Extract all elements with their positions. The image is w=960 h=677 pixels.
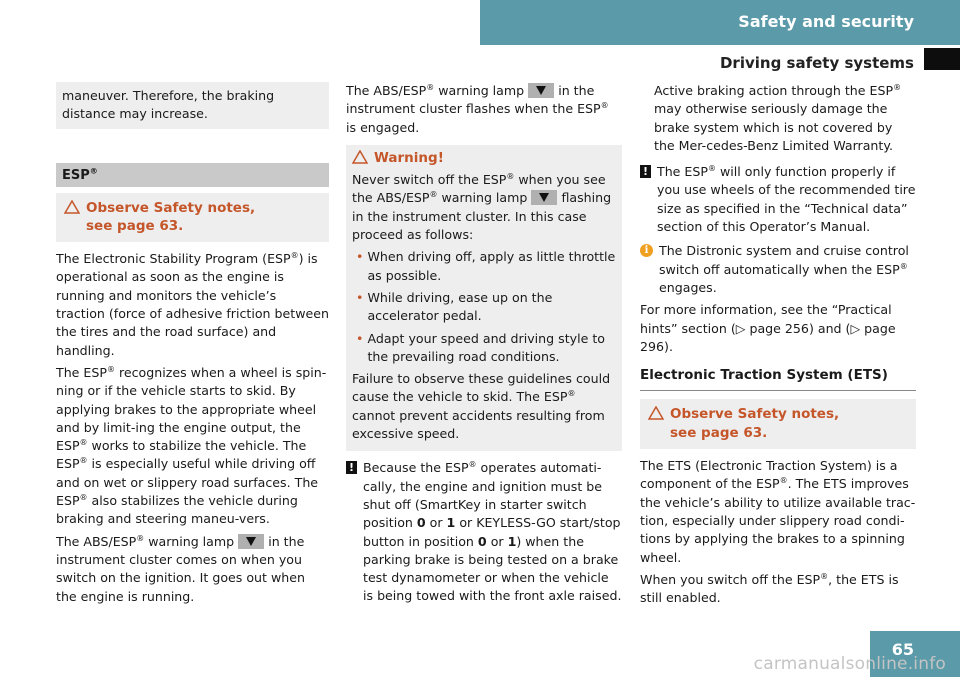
continued-text: maneuver. Therefore, the braking distance may increase.	[62, 88, 275, 122]
safety-note[interactable]: Observe Safety notes, see page 63.	[64, 199, 321, 236]
warning-box	[346, 145, 622, 451]
warning-triangle-icon	[648, 406, 664, 420]
warning-triangle-icon	[352, 150, 368, 164]
towing-note: ! Because the ESP® operates automati-cally, the engine and ignition must be shut off (SmartKey in starter switch position 0 or 1 or KEYLESS-GO start/stop button in position 0 or 1) when the parking brake is being tested on a brake test dynamometer or when the vehicle is being towed with the front axle raised.	[346, 459, 622, 605]
exclamation-note-icon: !	[346, 461, 357, 474]
esp-warning-lamp-icon	[531, 190, 557, 205]
warning-intro: Never switch off the ESP® when you see the ABS/ESP® warning lamp flashing in the instrument cluster. In this case proceed as follows:	[352, 172, 612, 243]
flash-paragraph: The ABS/ESP® warning lamp in the instrument cluster flashes when the ESP® is engaged.	[346, 82, 609, 135]
continued-note: Active braking action through the ESP® may otherwise seriously damage the brake system which is not covered by the Mer-cedes-Benz Limited Warranty.	[654, 82, 902, 153]
continued-box	[56, 82, 329, 129]
tire-size-note: ! The ESP® will only function properly if you use wheels of the recommended tire size as specified in the “Technical data” section of this Operator’s Manual.	[640, 163, 916, 236]
esp-warning-lamp-icon	[528, 83, 554, 98]
page-number: 65	[870, 631, 960, 677]
section-title: Safety and security	[738, 12, 914, 31]
esp-paragraph-3: The ABS/ESP® warning lamp in the instrument cluster comes on when you switch on the ignition. It goes out when the engine is running.	[56, 533, 305, 604]
esp-warning-lamp-icon	[238, 534, 264, 549]
column-3	[640, 82, 916, 611]
safety-note[interactable]: Observe Safety notes, see page 63.	[648, 405, 908, 442]
column-1	[56, 82, 329, 610]
safety-note-box	[56, 193, 329, 243]
ets-paragraph-1: The ETS (Electronic Traction System) is a component of the ESP®. The ETS improves the vehicle’s ability to utilize available trac-tion, especially under slippery road condi-tions by applying the brakes to a spinning wheel.	[640, 458, 916, 565]
watermark: carmanualsonline.info	[753, 653, 946, 674]
warning-outro: Failure to observe these guidelines could cause the vehicle to skid. The ESP® cannot prevent accidents resulting from excessive speed.	[352, 371, 611, 442]
list-item: • While driving, ease up on the accelerator pedal.	[356, 289, 553, 324]
warning-triangle-icon	[64, 200, 80, 214]
ets-heading: Electronic Traction System (ETS)	[640, 366, 916, 391]
exclamation-note-icon: !	[640, 165, 651, 178]
distronic-info: i The Distronic system and cruise control switch off automatically when the ESP® engages.	[640, 242, 916, 297]
list-item: • When driving off, apply as little throttle as possible.	[356, 249, 616, 283]
column-2	[346, 82, 622, 610]
header-marker	[924, 48, 960, 70]
warning-heading: Warning!	[352, 149, 616, 167]
ets-paragraph-2: When you switch off the ESP®, the ETS is still enabled.	[640, 571, 899, 606]
safety-note-box	[640, 399, 916, 449]
esp-heading: ESP®	[56, 163, 329, 187]
more-info-paragraph: For more information, see the “Practical hints” section (▷ page 256) and (▷ page 296).	[640, 302, 896, 354]
list-item: • Adapt your speed and driving style to the prevailing road conditions.	[356, 330, 605, 364]
info-icon: i	[640, 244, 653, 257]
subsection-title: Driving safety systems	[719, 54, 914, 72]
esp-paragraph-2: The ESP® recognizes when a wheel is spin-ning or if the vehicle starts to skid. By applying brakes to the appropriate wheel and by limit-ing the engine output, the ESP® works to stabilize the vehicle. The ESP® is especially useful while driving off and on wet or slippery road surfaces. The ESP® also stabilizes the vehicle during braking and steering maneu-vers.	[56, 364, 327, 527]
esp-paragraph-1: The Electronic Stability Program (ESP®) is operational as soon as the engine is running and monitors the vehicle’s traction (force of adhesive friction between the tires and the road surface) and handling.	[56, 251, 329, 358]
